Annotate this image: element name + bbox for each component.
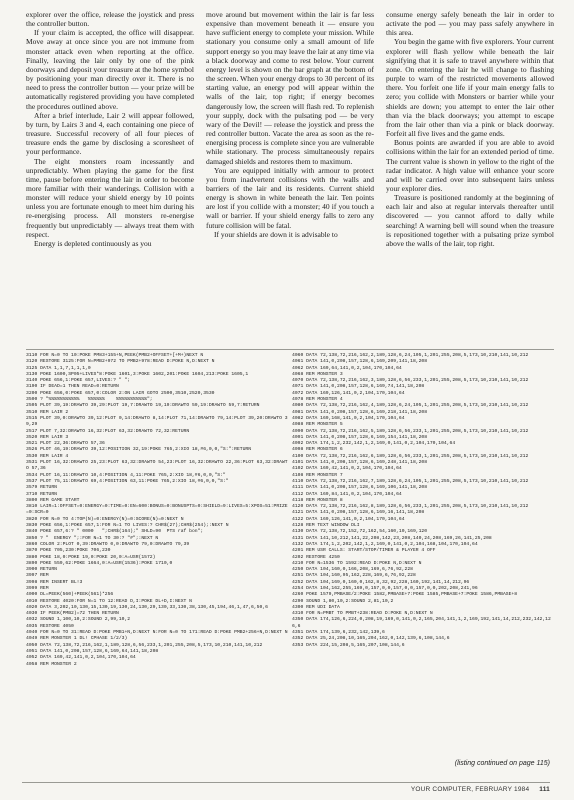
- listing-line: 3526 PLOT 46,19:DRAWTO 39,12:POSITION 32,19:POKE 765,2:XIO 18,#6,0,0,"S:":RETURN: [26, 447, 252, 453]
- listing-line: 4090 DATA 72,138,72,216,162,5,189,128,6,56,233,1,201,255,208,5,173,10,210,141,10,212: [292, 428, 529, 434]
- listing-line: 3125 DATA 1,1,7,1,1,1,0: [26, 365, 91, 371]
- listing-line: 2505 PLOT 39,19:DRAWTO 39,29:PLOT 19,7:DRAWTO 19,19:DRAWTO 59,19:DRAWTO 59,7:RETURN: [26, 403, 260, 409]
- listing-line: 4020 DATA 3,202,10,130,15,130,19,130,24,130,29,130,33,130,38,130,45,194,46,1,47,6,50,6: [26, 604, 268, 610]
- listing-line: 4121 DATA 141,0,208,157,128,6,169,16,141,18,208: [292, 510, 425, 516]
- listing-line: 4040 FOR N=0 TO 31:READ D:POKE PMB1+N,D:NEXT N:FOR N=0 TO 171:READ D:POKE PMB2+256+N,D:NEXT N: [26, 630, 288, 636]
- listing-line: 2517 PLOT 7,32:DRAWTO 16,32:PLOT 63,32:DRAWTO 72,32:RETURN: [26, 428, 190, 434]
- listing-line: 4082 DATA 169,168,141,0,2,104,170,104,64: [292, 415, 405, 421]
- listing-line: 3534 PLOT 16,11:DRAWTO 10,4:POSITION 4,11:POKE 765,2:XIO 18,#6,0,0,"S:": [26, 472, 226, 478]
- listing-line: 3500 ? "%%%%%%%%%%% %%%%%% %%%%%%%%%%%";: [26, 397, 153, 403]
- listing-line: 4250 DATA 104,160,0,166,208,169,6,76,92,228: [292, 567, 413, 573]
- listing-line: 4080 DATA 72,138,72,216,162,4,189,128,6,24,105,1,201,255,208,5,173,10,210,141,10,212: [292, 403, 529, 409]
- listing-line: 4353 DATA 224,15,208,5,165,207,108,144,6: [292, 642, 405, 648]
- paragraph: If your shields are down it is advisable to: [214, 229, 338, 239]
- listing-line: 4062 DATA 169,64,141,0,2,104,170,104,64: [292, 365, 402, 371]
- listing-line: 4310 FOR N=PMBT TO PMBT+238:READ D:POKE N,D:NEXT N: [292, 611, 433, 617]
- listing-line: 4111 DATA 141,0,208,157,128,6,169,106,141,18,208: [292, 485, 428, 491]
- listing-line: 4290 SOUND 1,80,10,2:SOUND 2,81,10,2: [292, 598, 394, 604]
- listing-line: 3810 LAIR=1:OFFSET=0:ENERGY=0:TIME=0:EN=600:BONUS=0:BONUSPTS=0:SHIELD=9:LIVES=5:XPOS=51:PRIZE=0:SCR=0: [26, 504, 288, 516]
- page-number: 111: [539, 786, 550, 793]
- listing-line: 3999 REM: [26, 585, 49, 591]
- listing-line: 4118 REM MONSTER 8: [292, 497, 343, 503]
- listing-line: 4000 DL=PEEK(560)+PEEK(561)*256: [26, 592, 114, 598]
- listing-line: 4088 REM MONSTER 5: [292, 422, 343, 428]
- listing-line: 3510 REM LAIR 2: [26, 409, 69, 415]
- listing-line: 4350 DATA 174,126,6,224,0,208,19,169,0,141,0,2,165,204,141,1,2,169,192,141,14,212,232,142,126,6: [292, 617, 551, 629]
- continuation-note: (listing continued on page 115): [454, 760, 550, 767]
- listing-line: 4352 DATA 25,24,208,10,165,204,162,0,142,139,6,108,144,6: [292, 636, 450, 642]
- listing-line: 4098 REM MONSTER 6: [292, 447, 343, 453]
- listing-line: 3900 RETURN: [26, 567, 57, 573]
- listing-line: 3860 COLOR 2:PLOT 0,39:DRAWTO 0,0:DRAWTO 79,0:DRAWTO 79,39: [26, 541, 190, 547]
- listing-line: 3190 IF DEAD=1 THEN READ=0:RETURN: [26, 384, 119, 390]
- listing-line: 3830 POKE 656,1:POKE 657,1:FOR N=1 TO LIVES:? CHR$(27);CHR$(254);:NEXT N: [26, 523, 229, 529]
- program-listing: [26, 349, 554, 783]
- listing-line: 4210 FOR N=1536 TO 1592:READ D:POKE N,D:NEXT N: [292, 560, 422, 566]
- paragraph: Treasure is positioned randomly at the beginning of each lair and also at regular intervals thereafter until discovered — you cannot afford to dally while searching! A warning bell will sound when the treasure is repositioned together with a pulsating prize symbol above the walls of the lair, top right.: [386, 193, 554, 248]
- listing-line: 4050 DATA 72,138,72,216,162,1,189,128,6,56,233,1,201,255,208,5,173,10,210,141,10,212: [26, 642, 263, 648]
- paragraph: Bonus points are awarded if you are able to avoid collisions within the lair for an extended period of time. The current value is shown in yellow to the right of the radar indicator. A high value will enhance your score and will be carried over into subsequent lairs unless your explorer dies.: [386, 138, 554, 193]
- magazine-issue: YOUR COMPUTER, FEBRUARY 1984: [410, 786, 530, 793]
- listing-line: 4058 REM MONSTER 2: [26, 661, 77, 667]
- listing-line: 4300 REM UDI DATA: [292, 604, 340, 610]
- listing-line: 3130 POKE 1600,SP05+LIVES*8:POKE 1601,3:POKE 1602,201:POKE 1604,213:POKE 1605,1: [26, 371, 249, 377]
- listing-line: 3820 FOR N=0 TO 4:TOP(N)=0:ENERGY(N)=0:SCORE(N)=0:NEXT N: [26, 516, 184, 522]
- listing-line: 4202 RESTORE 4250: [292, 554, 340, 560]
- listing-line: 3998 REM INSERT BL!3: [26, 579, 83, 585]
- listing-line: 4351 DATA 174,139,6,232,142,139,6: [292, 630, 385, 636]
- listing-line: 4010 RESTORE 4020:FOR N=1 TO 12:READ D,I:POKE DL+D,I:NEXT N: [26, 598, 192, 604]
- listing-line: 3140 POKE 656,1:POKE 657,LIVES:? " ";: [26, 378, 131, 384]
- paragraph: You are equipped initially with armour to protect you from inadvertent collisions with the walls and barriers of the lair and its residents. Current shield energy is shown in white beneath the lair. Ten points are lost if you collide with a monster; 40 if you touch a wall or barrier. If your shield energy falls to zero any future collision will be fatal.: [206, 165, 374, 230]
- article-column-2: [206, 10, 374, 350]
- listing-line: 4049 REM MONSTER 1 DL! CPHASE 1/2/3): [26, 636, 128, 642]
- listing-line: 4110 DATA 72,138,72,216,162,7,189,128,6,24,105,1,201,255,208,5,173,10,210,141,10,212: [292, 478, 529, 484]
- listing-line: 2515 PLOT 39,0:DRAWTO 39,12:PLOT 0,14:DRAWTO 8,14:PLOT 71,14:DRAWTO 79,14:PLOT 39,20:DRAWTO 39,29: [26, 415, 288, 428]
- listing-line: 4051 DATA 141,0,208,157,128,6,169,64,141,18,208: [26, 648, 159, 654]
- listing-line: 4052 DATA 169,42,141,0,2,104,170,104,64: [26, 655, 136, 661]
- listing-line: 4128 REM TEXT WINDOW DLI: [292, 523, 360, 529]
- listing-line: 4102 DATA 169,42,141,0,2,104,170,104,64: [292, 466, 402, 472]
- paragraph: explorer over the office, release the joystick and press the controller button.: [26, 10, 194, 29]
- listing-line: 3200 POKE 656,0:POKE 657,0:COLOR 2:ON LAIR GOTO 2500,3510,2520,3530: [26, 390, 215, 396]
- listing-line: 4122 DATA 169,126,141,0,2,104,170,104,64: [292, 516, 405, 522]
- paragraph: consume energy safely beneath the lair in order to activate the pod — you may pass safely anywhere in this area.: [386, 10, 554, 38]
- paragraph: After a brief interlude, Lair 2 will appear followed, by turn, by Lairs 3 and 4, each containing one piece of treasure. Successful recovery of all four pieces of treasure ends the game by disclosing a scoresheet of your performance.: [26, 110, 194, 157]
- listing-line: 4112 DATA 169,84,141,0,2,104,170,104,64: [292, 491, 402, 497]
- listing-line: 4072 DATA 169,126,141,0,2,104,170,104,64: [292, 390, 405, 396]
- listing-line: 4078 REM MONSTER 4: [292, 397, 343, 403]
- listing-line: 3880 POKE 18,0:POKE 19,0:POKE 20,0:A=USR(1572): [26, 554, 156, 560]
- listing-line: 3870 POKE 705,230:POKE 706,230: [26, 548, 111, 554]
- listing-line: 4100 DATA 72,138,72,216,162,6,189,128,6,56,233,1,201,255,208,5,173,10,210,141,10,212: [292, 453, 529, 459]
- article-column-3: [386, 10, 554, 350]
- listing-line: 3890 POKE 559,62:POKE 1664,0:A=USR(1536):POKE 1710,0: [26, 560, 173, 566]
- listing-line: 4130 DATA 72,138,72,152,72,162,54,160,10,169,120: [292, 529, 428, 535]
- listing-line: 3537 PLOT 75,11:DRAWTO 69,4:POSITION 63,11:POKE 765,2:XIO 18,#6,0,0,"S:": [26, 478, 229, 484]
- listing-line: 3997 REM: [26, 573, 49, 579]
- listing-line: 3521 PLOT 22,36:DRAWTO 57,36: [26, 441, 105, 447]
- listing-line: 3530 REM LAIR 4: [26, 453, 69, 459]
- paragraph: You begin the game with five explorers. Your current explorer will flash yellow while beneath the lair signifying that it is safe to travel anywhere within that zone. On entering the lair he will change to flashing purple to warn of the restricted movements allowed there. You forfeit one life if your main energy falls to zero; you collide with Monsters or barrier while your shields are down; you attempt to enter the lair other than via the black doorways; you attempt to escape from the lair other than via a pink or black doorway. Forfeit all five lives and the game ends.: [386, 37, 554, 139]
- listing-line: 3850 ? " ENERGY ";:FOR N=1 TO 30:? "#";:NEXT N: [26, 535, 159, 541]
- listing-line: 4081 DATA 141,0,208,157,128,6,169,218,141,18,208: [292, 409, 428, 415]
- listing-line: 3520 REM LAIR 3: [26, 434, 69, 440]
- page-footer: [22, 782, 550, 793]
- listing-line: 4120 DATA 72,138,72,216,162,8,189,128,6,56,233,1,201,255,208,5,173,10,210,141,10,212: [292, 504, 529, 510]
- listing-line: 4061 DATA 141,0,208,157,128,6,169,209,141,18,208: [292, 359, 428, 365]
- listing-line: 3110 FOR N=0 TO 10:POKE PM83+155+N,PEEK(PMB2+OFFSET+[+M+)NEXT N: [26, 353, 204, 358]
- listing-line: 4101 DATA 141,0,208,157,128,6,169,248,141,18,208: [292, 460, 428, 466]
- listing-line: 3531 PLOT 16,32:DRAWTO 25,23:PLOT 63,32:DRAWTO 54,23:PLOT 16,32:DRAWTO 22,36:PLOT 63,32:DRAWTO 57,36: [26, 460, 288, 472]
- paragraph: If your claim is accepted, the office will disappear. Move away at once since you are not immune from monster attack even when reporting at the office. Finally, leaving the lair only by one of the pink doorways and deposit your treasure at the home symbol by positioning your man directly over it. There is no need to press the controller button — your prize will be automatically registered providing you have completed the procedures outlined above.: [26, 28, 194, 111]
- article-column-1: [26, 10, 194, 350]
- listing-line: 4131 DATA 141,10,212,141,22,208,142,23,208,140,24,208,169,26,141,25,208: [292, 535, 492, 541]
- listing-line: 3800 REM GAME START: [26, 497, 80, 503]
- listing-line: 4108 REM MONSTER 7: [292, 472, 343, 478]
- listing-line: 3120 RESTORE 3125:FOR N=PMB2+972 TO PMB2+978:READ D:POKE N,D:NEXT N: [26, 359, 215, 365]
- listing-line: 4060 DATA 72,138,72,216,162,2,189,128,6,24,105,1,201,255,208,5,173,10,210,141,10,212: [292, 353, 529, 358]
- listing-line: 3840 POKE 657,6:? " 0000 ";CHR$(164);" SHLD=90 PTS raf bon";: [26, 529, 204, 535]
- listing-line: 4032 SOUND 1,100,10,2:SOUND 2,99,10,2: [26, 617, 131, 623]
- listing-line: 3710 RETURN: [26, 491, 57, 497]
- listing-line: 4030 IF PEEK(PMB2)=72 THEN RETURN: [26, 611, 119, 617]
- listing-line: 4091 DATA 141,0,208,157,128,6,169,154,141,18,208: [292, 434, 428, 440]
- paragraph: move around but movement within the lair is far less expensive than movement beneath it — ensure you have sufficient energy to complete your mission. While stationary you consume only a small amount of life support energy so you may leave the lair at any time via a black doorway and come to rest below. Your current energy level is shown on the bar graph at the bottom of the screen. When your energy drops to 30 percent of its starting value, an energy pod will appear within the walls of the lair, top right; if energy becomes dangerously low, the screen will flash red. To replenish your supply, dock with the pulsating pod — be very wary of the Devil! — release the joystick and press the red controller button. Vacate the area as soon as the re-energising process is complete since you are vulnerable while stationary. The process simultaneously repairs damaged shields and restores them to maximum.: [206, 10, 374, 166]
- listing-line: 4251 DATA 104,160,95,162,228,169,6,76,92,228: [292, 573, 416, 579]
- listing-line: 4254 DATA 104,162,255,169,0,157,0,0,157,0,0,157,0,0,202,208,241,96: [292, 585, 478, 591]
- article-text: [26, 10, 554, 350]
- listing-line: 4071 DATA 141,0,208,157,128,6,169,74,141,18,208: [292, 384, 425, 390]
- listing-column-right: [292, 350, 554, 783]
- listing-line: 4068 REM MONSTER 3: [292, 371, 343, 377]
- listing-line: 4132 DATA 174,1,2,202,142,1,2,169,0,141,0,2,104,168,104,170,104,64: [292, 541, 478, 547]
- listing-line: 4201 REM USR CALLS: START/STOP/TIMER & PLAYER 4 OFF: [292, 548, 436, 554]
- listing-line: 4260 POKE 1579,PMBASE/2:POKE 1582,PMBASE+7:POKE 1585,PMBASE+7:POKE 1586,PMBASE+8: [292, 592, 518, 598]
- listing-line: 4070 DATA 72,138,72,216,162,3,189,128,6,56,233,1,201,255,208,5,173,10,210,141,10,212: [292, 378, 529, 384]
- listing-column-left: [26, 350, 288, 783]
- listing-line: 3579 RETURN: [26, 485, 57, 491]
- listing-line: 4092 DATA 174,1,2,232,142,1,2,169,0,141,0,2,104,170,104,64: [292, 441, 456, 447]
- listing-line: 4035 RESTORE 4050: [26, 623, 74, 629]
- paragraph: The eight monsters roam incessantly and unpredictably. When playing the game for the first time, pause before entering the lair in order to become more familiar with their wanderings. Collision with a monster will reduce your shield energy by 10 points unless you are fortunate enough to meet him during his re-energising process. All monsters re-energise frequently but unpredictably — always treat them with respect.: [26, 156, 194, 239]
- paragraph: Energy is depleted continuously as you: [34, 238, 152, 248]
- listing-line: 4252 DATA 104,169,0,160,0,162,8,32,92,228,160,192,141,14,212,96: [292, 579, 470, 585]
